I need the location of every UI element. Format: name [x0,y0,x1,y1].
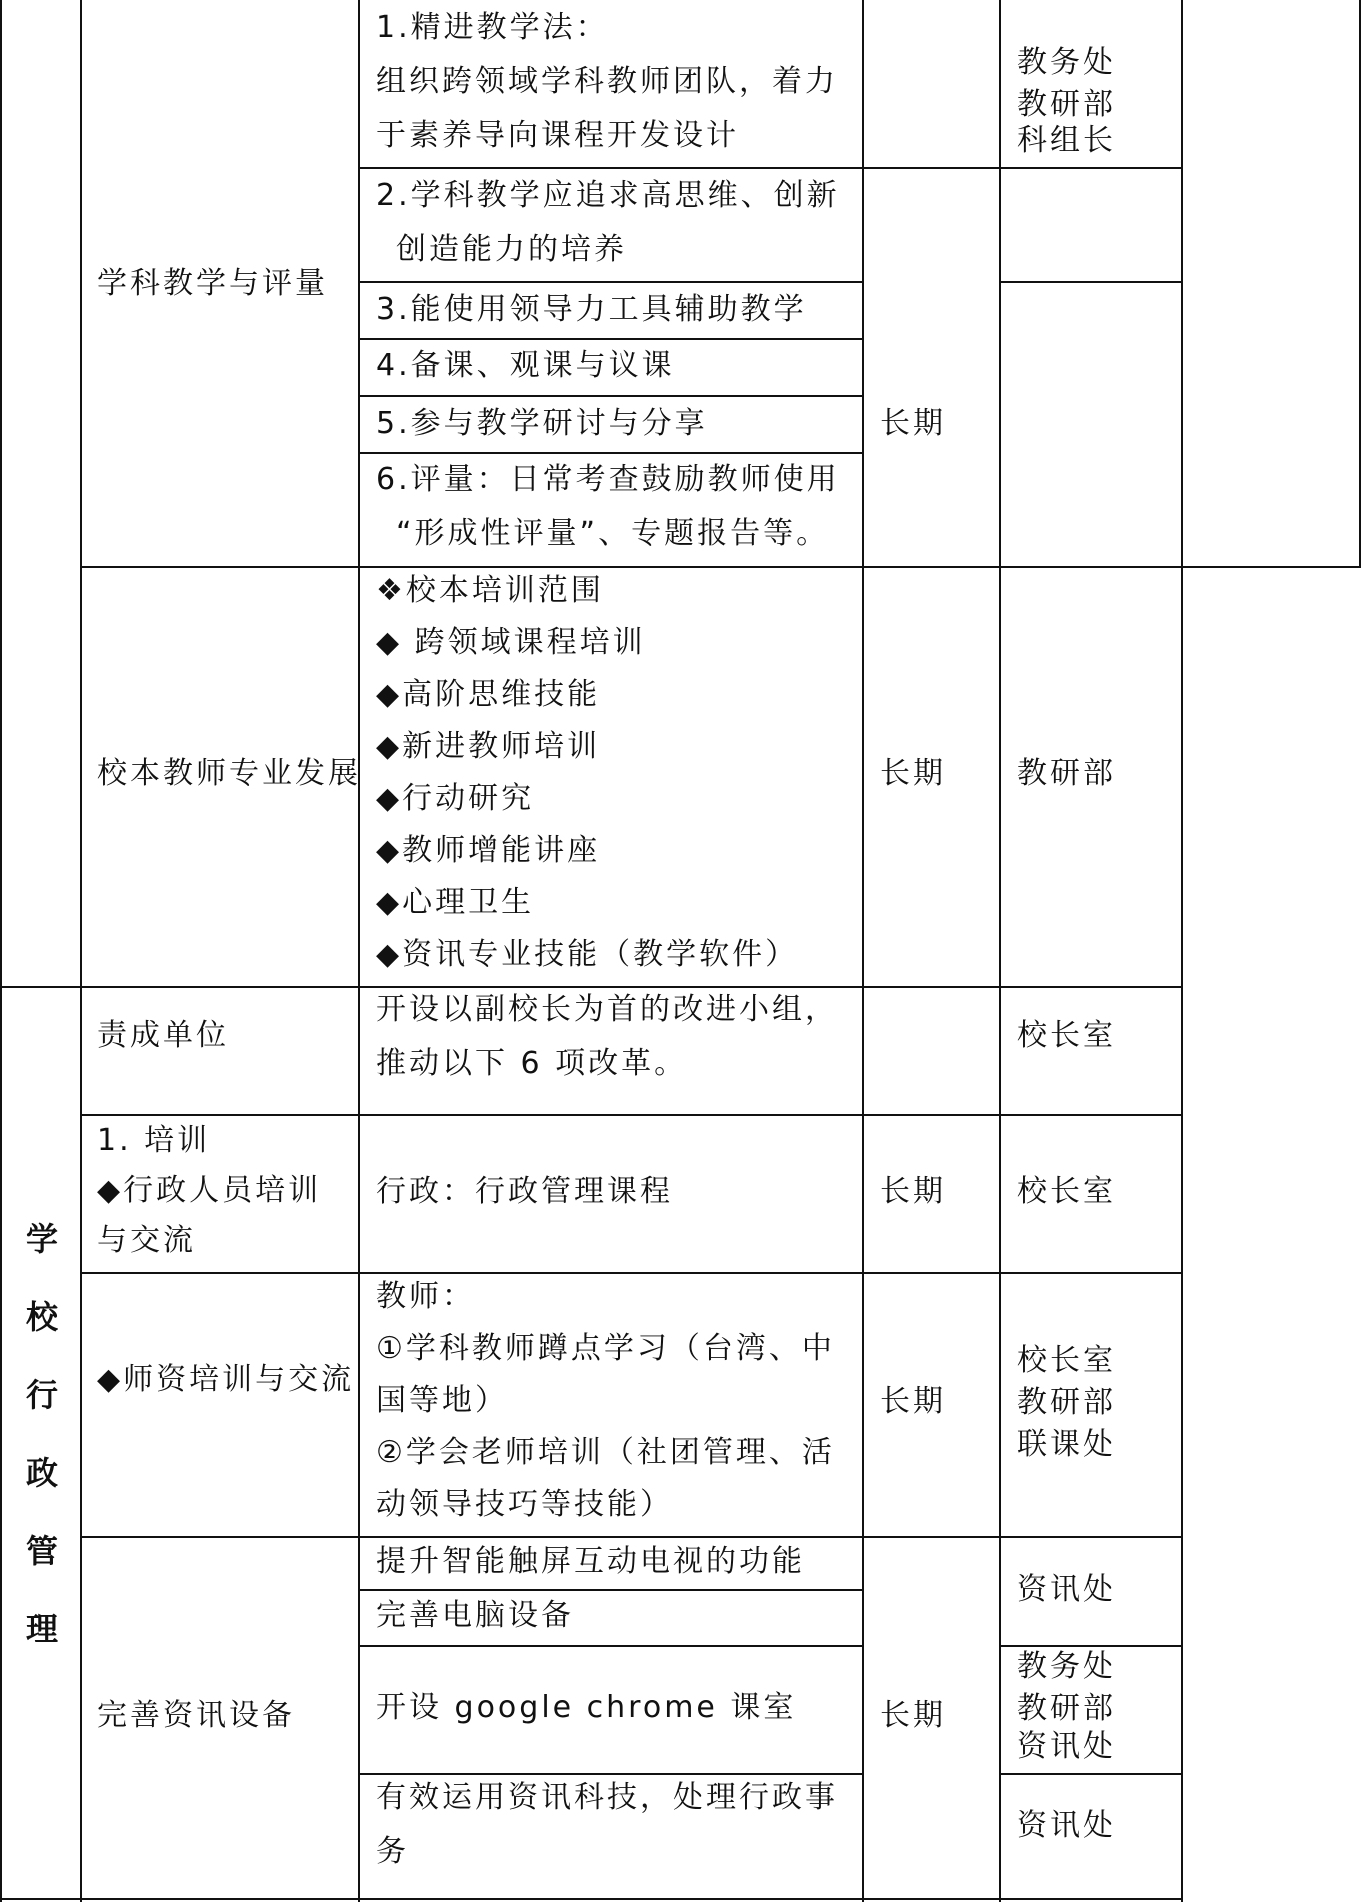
section-char: 行 [25,1376,58,1414]
area-training: 1. 培训 [97,1123,211,1158]
item-text: 创造能力的培养 [396,232,627,267]
row-line [80,1272,1183,1274]
dept-text: 教研部 [1017,87,1116,122]
item-text: 推动以下 6 项改革。 [376,1046,688,1081]
item-text: 行政：行政管理课程 [376,1174,673,1209]
item-text: ◆心理卫生 [376,885,535,920]
item-text: ◆高阶思维技能 [376,677,601,712]
dept-text: 校长室 [1017,1343,1116,1378]
section-char: 理 [25,1610,58,1648]
period-text: 长期 [880,1174,946,1209]
item-text: 有效运用资讯科技，处理行政事 [376,1780,838,1815]
row-line [999,281,1183,283]
area-it: 完善资讯设备 [97,1698,295,1733]
row-line [358,281,862,283]
section-char: 学 [25,1220,58,1258]
item-text: 动领导技巧等技能） [376,1487,673,1522]
section-label [18,1200,66,1668]
item-text: “形成性评量”、专题报告等。 [396,516,830,551]
area-training: 与交流 [97,1223,196,1258]
row-line [80,566,1361,568]
item-text: ①学科教师蹲点学习（台湾、中 [376,1331,835,1366]
item-text: 于素养导向课程开发设计 [376,118,739,153]
section-char: 校 [25,1298,58,1336]
section-char: 政 [25,1454,58,1492]
item-text: ②学会老师培训（社团管理、活 [376,1435,835,1470]
dept-text: 教务处 [1017,45,1116,80]
dept-text: 教研部 [1017,756,1116,791]
item-text: 完善电脑设备 [376,1598,574,1633]
item-text: 组织跨领域学科教师团队，着力 [376,64,838,99]
period-text: 长期 [880,756,946,791]
item-text: ◆资讯专业技能（教学软件） [376,937,799,972]
item-text: 3.能使用领导力工具辅助教学 [376,292,807,327]
item-text: 6.评量：日常考查鼓励教师使用 [376,462,840,497]
row-line [999,1773,1183,1775]
item-text: ◆ 跨领域课程培训 [376,625,646,660]
period-text: 长期 [880,406,946,441]
col-line-5 [1181,0,1183,1902]
item-text: ◆教师增能讲座 [376,833,601,868]
item-text: 开设以副校长为首的改进小组， [376,992,838,1027]
border-left [0,0,2,1902]
col-line-4 [999,0,1001,1902]
dept-text: 校长室 [1017,1018,1116,1053]
dept-text: 联课处 [1017,1427,1116,1462]
item-text: 5.参与教学研讨与分享 [376,406,708,441]
dept-text: 资讯处 [1017,1808,1116,1843]
item-text: ◆行动研究 [376,781,535,816]
dept-text: 资讯处 [1017,1572,1116,1607]
period-text: 长期 [880,1384,946,1419]
row-line [80,1114,1183,1116]
area-pd: 校本教师专业发展 [97,756,361,791]
area-teaching: 学科教学与评量 [97,266,328,301]
area-responsible: 责成单位 [97,1018,229,1053]
dept-text: 教研部 [1017,1385,1116,1420]
row-line [358,395,862,397]
item-text: 提升智能触屏互动电视的功能 [376,1544,805,1579]
row-line [358,1645,862,1647]
item-text: 务 [376,1834,409,1869]
dept-text: 校长室 [1017,1174,1116,1209]
item-text: ◆新进教师培训 [376,729,601,764]
dept-text: 教研部 [1017,1691,1116,1726]
area-teacher-training: ◆师资培训与交流 [97,1362,355,1397]
row-line [358,167,1183,169]
dept-text: 科组长 [1017,123,1116,158]
section-char: 管 [25,1532,58,1570]
item-text: 1.精进教学法： [376,10,609,45]
dept-text: 资讯处 [1017,1729,1116,1764]
row-line [0,1898,1183,1900]
col-line-1 [80,0,82,1902]
area-training: ◆行政人员培训 [97,1173,322,1208]
item-text: 2.学科教学应追求高思维、创新 [376,178,840,213]
item-text: 开设 google chrome 课室 [376,1690,797,1725]
item-text: ❖校本培训范围 [376,573,604,608]
border-right [1359,0,1361,568]
col-line-3 [862,0,864,1902]
item-text: 教师： [376,1279,475,1314]
col-line-2 [358,0,360,1902]
period-text: 长期 [880,1698,946,1733]
dept-text: 教务处 [1017,1649,1116,1684]
item-text: 国等地） [376,1383,508,1418]
item-text: 4.备课、观课与议课 [376,348,675,383]
